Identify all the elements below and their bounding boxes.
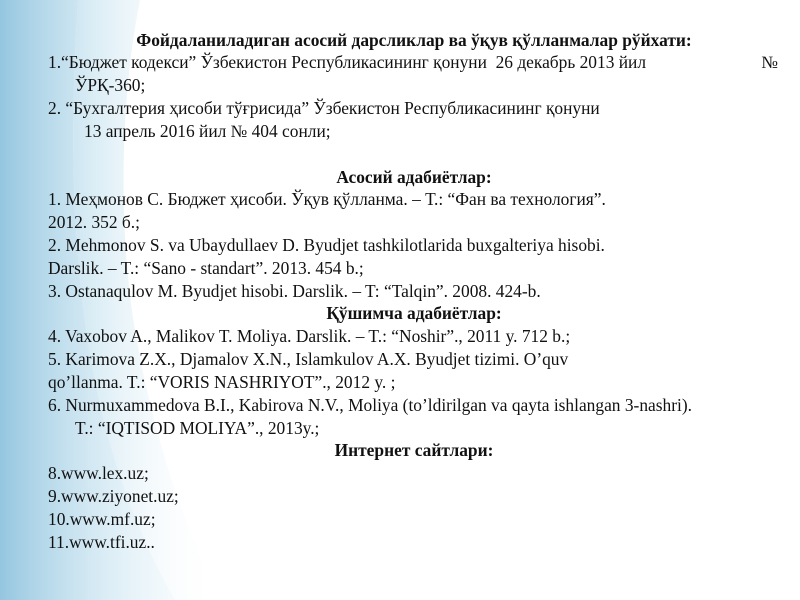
extra-item-6-line2: T.: “IQTISOD MOLIYA”., 2013y.;	[75, 418, 320, 438]
extra-item-5-line1: 5. Karimova Z.X., Djamalov X.N., Islamkulov A.X. Byudjet tizimi. O’quv	[48, 349, 569, 369]
web-item-lex: 8.www.lex.uz;	[48, 463, 149, 483]
law-item-1-line1	[48, 51, 778, 74]
main-item-3-line1: 3. Ostanaqulov M. Byudjet hisobi. Darslik. – T: “Talqin”. 2008. 424-b.	[48, 281, 541, 301]
main-item-2-line1: 2. Mehmonov S. va Ubaydullaev D. Byudjet tashkilotlarida buxgalteriya hisobi.	[48, 235, 605, 255]
websites-heading: Интернет сайтлари:	[334, 440, 494, 460]
main-item-2-line2: Darslik. – T.: “Sano - standart”. 2013. 454 b.;	[48, 258, 364, 278]
law-item-1-number-sign: №	[761, 52, 778, 72]
page-title: Фойдаланиладиган асосий дарсликлар ва ўқув қўлланмалар рўйхати:	[136, 30, 692, 50]
extra-item-5-line2: qo’llanma. T.: “VORIS NASHRIYOT”., 2012 y. ;	[48, 372, 396, 392]
law-item-2-line1: 2. “Бухгалтерия ҳисоби тўғрисида” Ўзбекистон Республикасининг қонуни	[48, 98, 600, 118]
extra-item-6-line1: 6. Nurmuxammedova B.I., Kabirova N.V., Moliya (to’ldirilgan va qayta ishlangan 3-nashri).	[48, 395, 692, 415]
web-item-ziyonet: 9.www.ziyonet.uz;	[48, 486, 179, 506]
main-item-1-line2: 2012. 352 б.;	[48, 212, 140, 232]
law-item-1-line2: ЎРҚ-360;	[75, 75, 146, 95]
extra-item-4-line1: 4. Vaxobov A., Malikov T. Moliya. Darslik. – T.: “Noshir”., 2011 y. 712 b.;	[48, 326, 571, 346]
web-item-mf: 10.www.mf.uz;	[48, 509, 156, 529]
law-item-1-text: 1.“Бюджет кодекси” Ўзбекистон Республикасининг қонуни 26 декабрь 2013 йил	[48, 52, 647, 72]
law-item-2-line2: 13 апрель 2016 йил № 404 сонли;	[84, 121, 331, 141]
main-literature-heading: Асосий адабиётлар:	[336, 167, 492, 187]
main-item-1-line1: 1. Меҳмонов С. Бюджет ҳисоби. Ўқув қўлланма. – Т.: “Фан ва технология”.	[48, 189, 606, 209]
web-item-tfi: 11.www.tfi.uz..	[48, 532, 155, 552]
extra-literature-heading: Қўшимча адабиётлар:	[326, 303, 502, 323]
